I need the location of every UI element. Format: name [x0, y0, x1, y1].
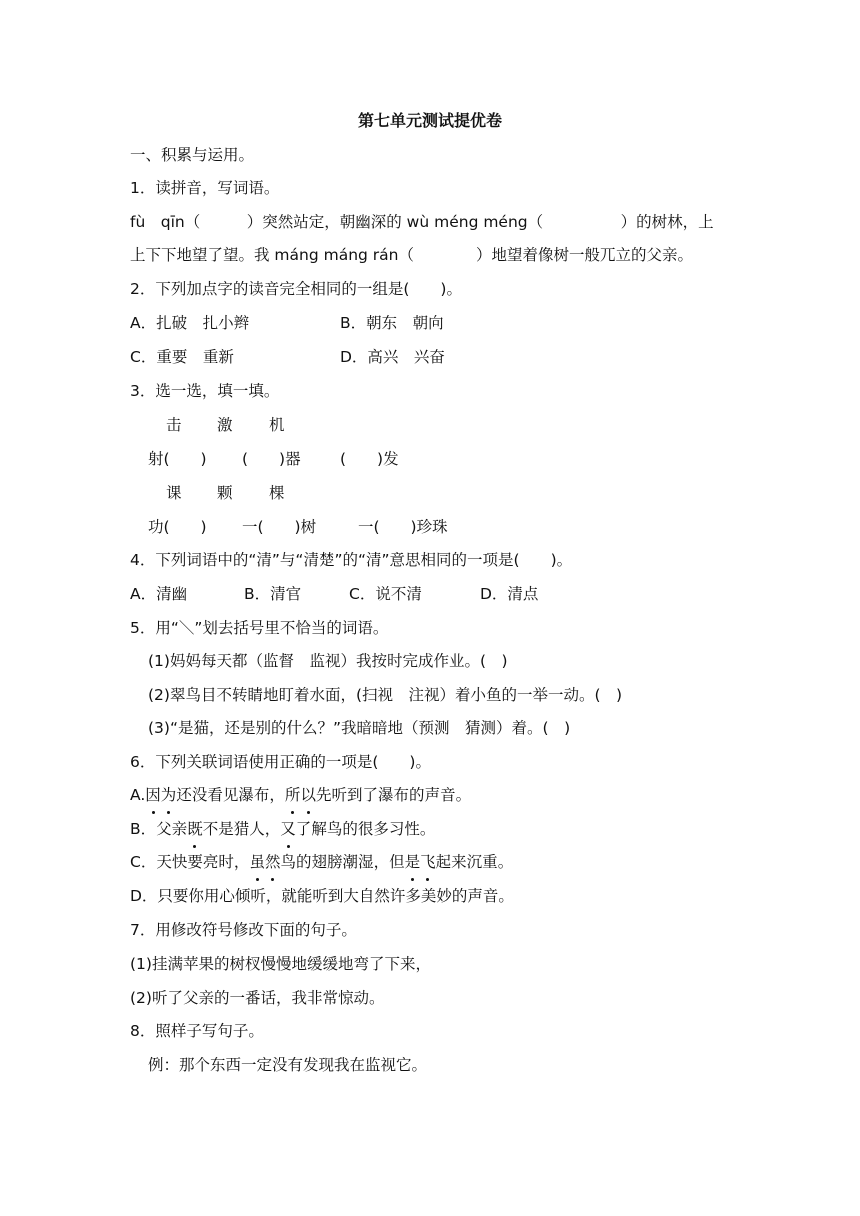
q6-option-c: C．天快要亮时，虽然鸟的翅膀潮湿，但是飞起来沉重。	[130, 846, 860, 878]
emphasis-char: 是	[405, 846, 421, 878]
q8-example: 例：那个东西一定没有发现我在监视它。	[148, 1056, 428, 1074]
emphasis-char: 所	[285, 779, 301, 811]
q3-blank-6: 一( )珍珠	[358, 518, 448, 536]
q4-option-c: C．说不清	[349, 585, 422, 603]
q3-word-6: 棵	[269, 484, 285, 502]
page-title: 第七单元测试提优卷	[357, 111, 502, 130]
q5-item-2: (2)翠鸟目不转睛地盯着水面，(扫视 注视）着小鱼的一举一动。( )	[148, 686, 623, 704]
q3-word-3: 机	[269, 416, 285, 434]
q3-title: 3．选一选，填一填。	[130, 382, 280, 400]
emphasis-char: 又	[280, 813, 296, 845]
q3-word-1: 击	[166, 416, 182, 434]
q7-item-1: (1)挂满苹果的树杈慢慢地缓缓地弯了下来，	[130, 955, 431, 973]
emphasis-char: 飞	[420, 846, 436, 878]
emphasis-char: 然	[265, 846, 281, 878]
q5-item-1: (1)妈妈每天都（监督 监视）我按时完成作业。( )	[148, 652, 508, 670]
q1-line2: 上下下地望了望。我 máng máng rán（ ）地望着像树一般兀立的父亲。	[130, 246, 693, 264]
q2-option-d: D．高兴 兴奋	[340, 348, 445, 366]
emphasis-char: 虽	[249, 846, 265, 878]
q3-blank-3: ( )发	[340, 450, 399, 468]
q2-option-b: B．朝东 朝向	[340, 314, 444, 332]
q7-title: 7．用修改符号修改下面的句子。	[130, 921, 357, 939]
q3-blank-5: 一( )树	[242, 518, 317, 536]
emphasis-char: 因	[145, 779, 161, 811]
q5-item-3: (3)“是猫，还是别的什么？”我暗暗地（预测 猜测）着。( )	[148, 719, 571, 737]
q4-title: 4．下列词语中的“清”与“清楚”的“清”意思相同的一项是( )。	[130, 551, 573, 569]
q5-title: 5．用“＼”划去括号里不恰当的词语。	[130, 619, 389, 637]
emphasis-char: 既	[187, 813, 203, 845]
q6-title: 6．下列关联词语使用正确的一项是( )。	[130, 753, 431, 771]
section-heading: 一、积累与运用。	[130, 146, 255, 164]
q6-option-b: B．父亲既不是猎人，又了解鸟的很多习性。	[130, 813, 860, 845]
emphasis-char: 以	[300, 779, 316, 811]
q2-option-c: C．重要 重新	[130, 348, 234, 366]
q6-option-d: D．只要你用心倾听，就能听到大自然许多美妙的声音。	[130, 887, 514, 905]
q7-item-2: (2)听了父亲的一番话，我非常惊动。	[130, 989, 385, 1007]
q2-option-a: A．扎破 扎小辫	[130, 314, 250, 332]
q4-option-d: D．清点	[480, 585, 539, 603]
q3-word-2: 激	[217, 416, 233, 434]
q4-option-b: B．清官	[244, 585, 302, 603]
q8-title: 8．照样子写句子。	[130, 1022, 264, 1040]
q1-line1: fù qīn（ ）突然站定，朝幽深的 wù méng méng（ ）的树林，上	[130, 213, 714, 231]
q3-word-5: 颗	[217, 484, 233, 502]
q3-blank-4: 功( )	[148, 518, 207, 536]
q6-option-a: A.因为还没看见瀑布，所以先听到了瀑布的声音。	[130, 779, 860, 811]
q3-blank-1: 射( )	[148, 450, 207, 468]
q1-title: 1．读拼音，写词语。	[130, 179, 280, 197]
q4-option-a: A．清幽	[130, 585, 188, 603]
q3-word-4: 课	[166, 484, 182, 502]
emphasis-char: 为	[161, 779, 177, 811]
q3-blank-2: ( )器	[242, 450, 301, 468]
q2-title: 2．下列加点字的读音完全相同的一组是( )。	[130, 280, 462, 298]
